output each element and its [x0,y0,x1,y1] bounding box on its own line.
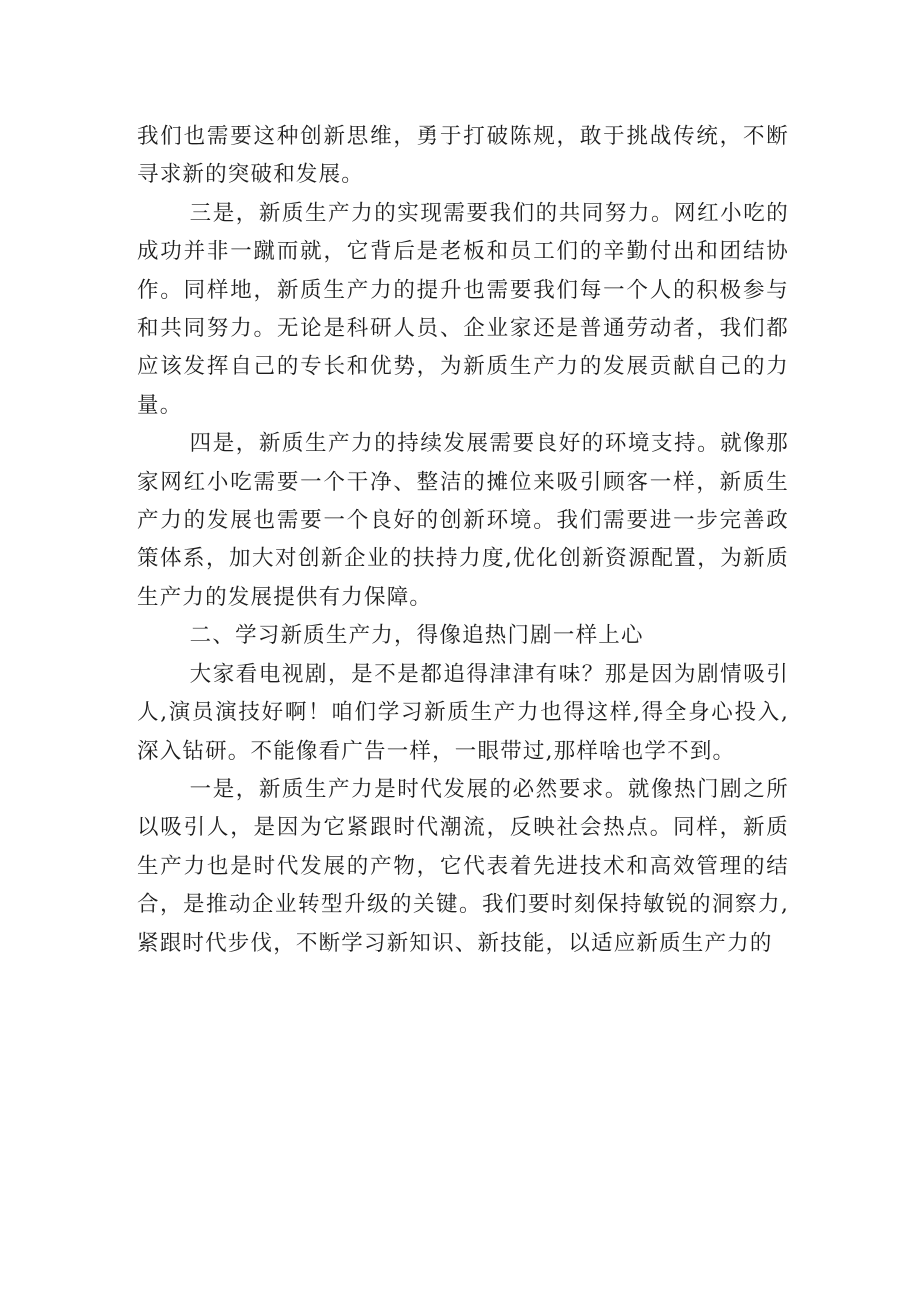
paragraph-point-three: 三是，新质生产力的实现需要我们的共同努力。网红小吃的成功并非一蹴而就，它背后是老板和员工们的辛勤付出和团结协作。同样地，新质生产力的提升也需要我们每一个人的积极参与和共同努力。无论是科研人员、企业家还是普通劳动者，我们都应该发挥自己的专长和优势，为新质生产力的发展贡献自己的力量。 [137,200,789,418]
section-heading: 二、学习新质生产力，得像追热门剧一样上心 [189,623,644,649]
paragraph-continuation: 我们也需要这种创新思维，勇于打破陈规，敢于挑战传统，不断寻求新的突破和发展。 [137,124,789,188]
paragraph-point-one: 一是，新质生产力是时代发展的必然要求。就像热门剧之所以吸引人，是因为它紧跟时代潮流，反映社会热点。同样，新质生产力也是时代发展的产物，它代表着先进技术和高效管理的结合，是推动企业转型升级的关键。我们要时刻保持敏锐的洞察力,紧跟时代步伐，不断学习新知识、新技能，以适应新质生产力的 [137,776,789,956]
paragraph-section-intro: 大家看电视剧，是不是都追得津津有味？那是因为剧情吸引人,演员演技好啊！咱们学习新质生产力也得这样,得全身心投入,深入钻研。不能像看广告一样，一眼带过,那样啥也学不到。 [137,661,789,764]
document-body [137,118,789,963]
paragraph-point-four: 四是，新质生产力的持续发展需要良好的环境支持。就像那家网红小吃需要一个干净、整洁的摊位来吸引顾客一样，新质生产力的发展也需要一个良好的创新环境。我们需要进一步完善政策体系，加大对创新企业的扶持力度,优化创新资源配置，为新质生产力的发展提供有力保障。 [137,431,789,610]
